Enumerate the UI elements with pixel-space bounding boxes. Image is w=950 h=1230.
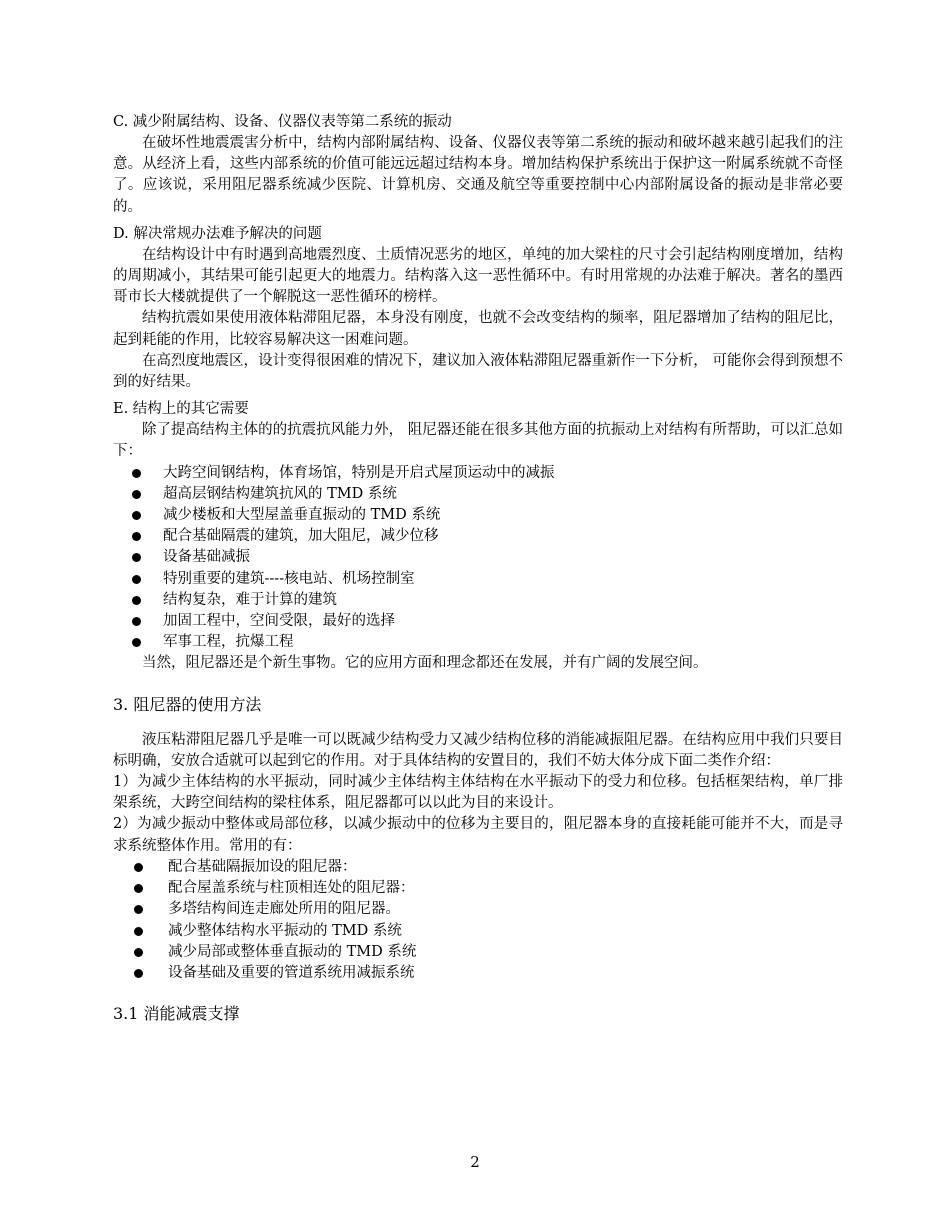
- list-item-text: 减少楼板和大型屋盖垂直振动的 TMD 系统: [163, 507, 441, 524]
- section-3-item-1: 1）为减少主体结构的水平振动，同时减少主体结构主体结构在水平振动下的受力和位移。包括框架结构，单厂排架系统，大跨空间结构的梁柱体系，阻尼器都可以以此为目的来设计。: [113, 774, 843, 812]
- list-item-text: 特别重要的建筑----核电站、机场控制室: [163, 570, 415, 587]
- section-d-paragraph-1: 在结构设计中有时遇到高地震烈度、土质情况恶劣的地区，单纯的加大梁柱的尺寸会引起结构刚度增加，结构的周期减小，其结果可能引起更大的地震力。结构落入这一恶性循环中。有时用常规的办法难于解决。著名的墨西哥市长大楼就提供了一个解脱这一恶性循环的榜样。: [113, 246, 843, 306]
- list-item-text: 设备基础及重要的管道系统用减振系统: [168, 964, 415, 981]
- list-item: [113, 484, 843, 505]
- list-item: [113, 505, 843, 526]
- list-item: [113, 942, 843, 963]
- list-item-text: 超高层钢结构建筑抗风的 TMD 系统: [163, 485, 397, 502]
- list-item: [113, 963, 843, 984]
- list-item: [113, 857, 843, 878]
- list-item-text: 配合基础隔震的建筑，加大阻尼，减少位移: [163, 528, 439, 545]
- section-3-1-heading: 3.1 消能减震支撑: [113, 1004, 240, 1024]
- list-item-text: 减少局部或整体垂直振动的 TMD 系统: [168, 943, 417, 960]
- list-item: [113, 463, 843, 484]
- bullet-icon: [134, 884, 143, 893]
- section-e-bullet-list: [113, 463, 843, 654]
- bullet-icon: [132, 617, 141, 626]
- bullet-icon: [134, 948, 143, 957]
- bullet-icon: [134, 863, 143, 872]
- list-item: [113, 526, 843, 547]
- list-item-text: 配合屋盖系统与柱顶相连处的阻尼器：: [168, 880, 415, 897]
- list-item: [113, 611, 843, 632]
- bullet-icon: [132, 469, 141, 478]
- section-c-paragraph: 在破坏性地震震害分析中，结构内部附属结构、设备、仪器仪表等第二系统的振动和破坏越来越引起我们的注意。从经济上看，这些内部系统的价值可能远远超过结构本身。增加结构保护系统出于保护这一附属系统就不奇怪了。应该说，采用阻尼器系统减少医院、计算机房、交通及航空等重要控制中心内部附属设备的振动是非常必要的。: [113, 135, 843, 215]
- list-item-text: 加固工程中，空间受限，最好的选择: [163, 613, 395, 630]
- section-e-heading: E. 结构上的其它需要: [113, 401, 249, 418]
- list-item-text: 结构复杂，难于计算的建筑: [163, 591, 337, 608]
- section-e-paragraph: 除了提高结构主体的的抗震抗风能力外， 阻尼器还能在很多其他方面的抗振动上对结构有所帮助，可以汇总如下：: [113, 422, 843, 460]
- list-item: [113, 899, 843, 920]
- list-item: [113, 632, 843, 653]
- bullet-icon: [132, 596, 141, 605]
- list-item: [113, 878, 843, 899]
- bullet-icon: [132, 553, 141, 562]
- section-d-paragraph-3: 在高烈度地震区，设计变得很困难的情况下，建议加入液体粘滞阻尼器重新作一下分析， 可能你会得到预想不到的好结果。: [113, 352, 843, 391]
- bullet-icon: [132, 532, 141, 541]
- section-c-heading: C. 减少附属结构、设备、仪器仪表等第二系统的振动: [113, 114, 452, 130]
- document-page: [113, 112, 843, 1025]
- section-3-paragraph: 液压粘滞阻尼器几乎是唯一可以既减少结构受力又减少结构位移的消能减振阻尼器。在结构应用中我们只要目标明确，安放合适就可以起到它的作用。对于具体结构的安置目的，我们不妨大体分成下面二类作介绍：: [113, 731, 843, 769]
- list-item-text: 大跨空间钢结构，体育场馆，特别是开启式屋顶运动中的减振: [163, 464, 555, 481]
- bullet-icon: [132, 511, 141, 520]
- page-number: 2: [470, 1153, 480, 1171]
- section-e-closing: 当然，阻尼器还是个新生事物。它的应用方面和理念都还在发展，并有广阔的发展空间。: [142, 655, 708, 672]
- list-item: [113, 590, 843, 611]
- list-item-text: 军事工程，抗爆工程: [163, 634, 294, 651]
- list-item-text: 设备基础减振: [163, 549, 250, 566]
- section-3-item-2: 2）为减少振动中整体或局部位移，以减少振动中的位移为主要目的，阻尼器本身的直接耗能可能并不大，而是寻求系统整体作用。常用的有：: [113, 816, 843, 854]
- list-item: [113, 921, 843, 942]
- bullet-icon: [132, 575, 141, 584]
- list-item-text: 多塔结构间连走廊处所用的阻尼器。: [168, 901, 400, 918]
- list-item-text: 减少整体结构水平振动的 TMD 系统: [168, 922, 402, 939]
- list-item: [113, 569, 843, 590]
- section-d-paragraph-2: 结构抗震如果使用液体粘滞阻尼器，本身没有刚度，也就不会改变结构的频率，阻尼器增加了结构的阻尼比，起到耗能的作用，比较容易解决这一困难问题。: [113, 310, 843, 348]
- section-3-heading: 3. 阻尼器的使用方法: [113, 694, 262, 714]
- list-item-text: 配合基础隔振加设的阻尼器：: [168, 858, 357, 875]
- bullet-icon: [134, 969, 143, 978]
- section-d-heading: D. 解决常规办法难予解决的问题: [113, 225, 322, 242]
- bullet-icon: [132, 638, 141, 647]
- section-3-bullet-list: [113, 857, 843, 984]
- list-item: [113, 547, 843, 568]
- bullet-icon: [132, 490, 141, 499]
- bullet-icon: [134, 927, 143, 936]
- bullet-icon: [134, 905, 143, 914]
